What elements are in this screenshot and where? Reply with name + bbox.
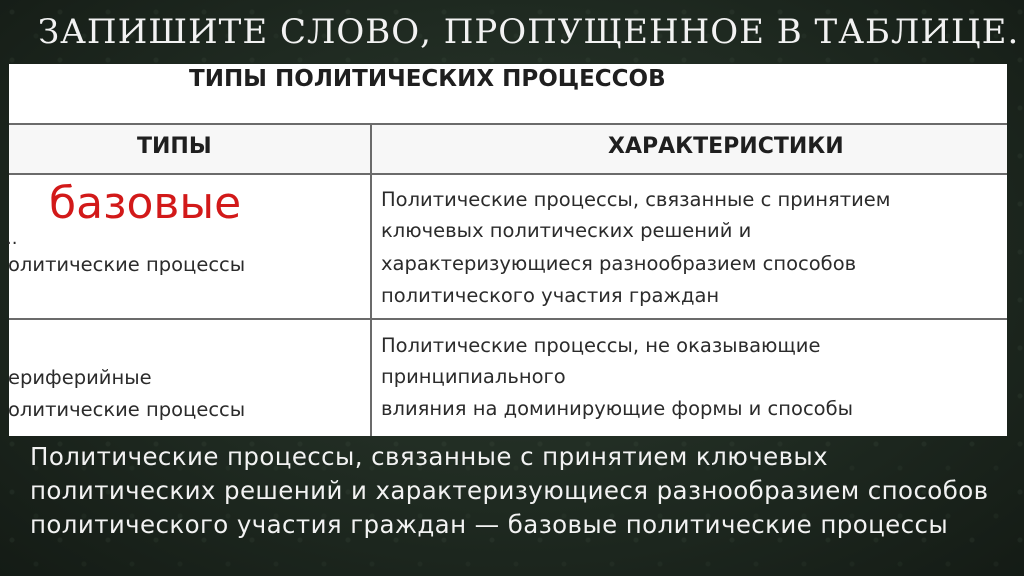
table-rule-header <box>9 173 1007 175</box>
row2-type-line1: ериферийные <box>8 366 152 389</box>
row2-characteristic-line3: влияния на доминирующие формы и способы <box>381 397 854 420</box>
table-rule-top <box>9 123 1007 125</box>
row1-type-line1: олитические процессы <box>8 253 246 276</box>
slide-title: ЗАПИШИТЕ СЛОВО, ПРОПУЩЕННОЕ В ТАБЛИЦЕ. <box>38 12 1020 52</box>
column-header-characteristics: ХАРАКТЕРИСТИКИ <box>608 134 844 159</box>
row2-characteristic-line2: принципиального <box>381 365 566 388</box>
cut-off-mark: .. <box>6 228 18 249</box>
table-column-divider <box>370 123 372 436</box>
row1-characteristic-line4: политического участия граждан <box>381 284 720 307</box>
row1-characteristic-line3: характеризующиеся разнообразием способов <box>381 252 857 275</box>
column-header-types: ТИПЫ <box>137 134 212 159</box>
row1-characteristic-line1: Политические процессы, связанные с принятием <box>381 188 891 211</box>
political-processes-table <box>6 64 1007 436</box>
answer-paragraph: Политические процессы, связанные с принятием ключевых политических решений и характеризующиеся разнообразием способов политического участия граждан — базовые политические процессы <box>30 442 989 539</box>
table-title: ТИПЫ ПОЛИТИЧЕСКИХ ПРОЦЕССОВ <box>189 66 666 92</box>
table-rule-row <box>9 318 1007 320</box>
handwritten-answer: базовые <box>49 178 242 229</box>
row1-characteristic-line2: ключевых политических решений и <box>381 219 752 242</box>
row2-type-line2: олитические процессы <box>8 398 246 421</box>
row2-characteristic-line1: Политические процессы, не оказывающие <box>381 334 821 357</box>
